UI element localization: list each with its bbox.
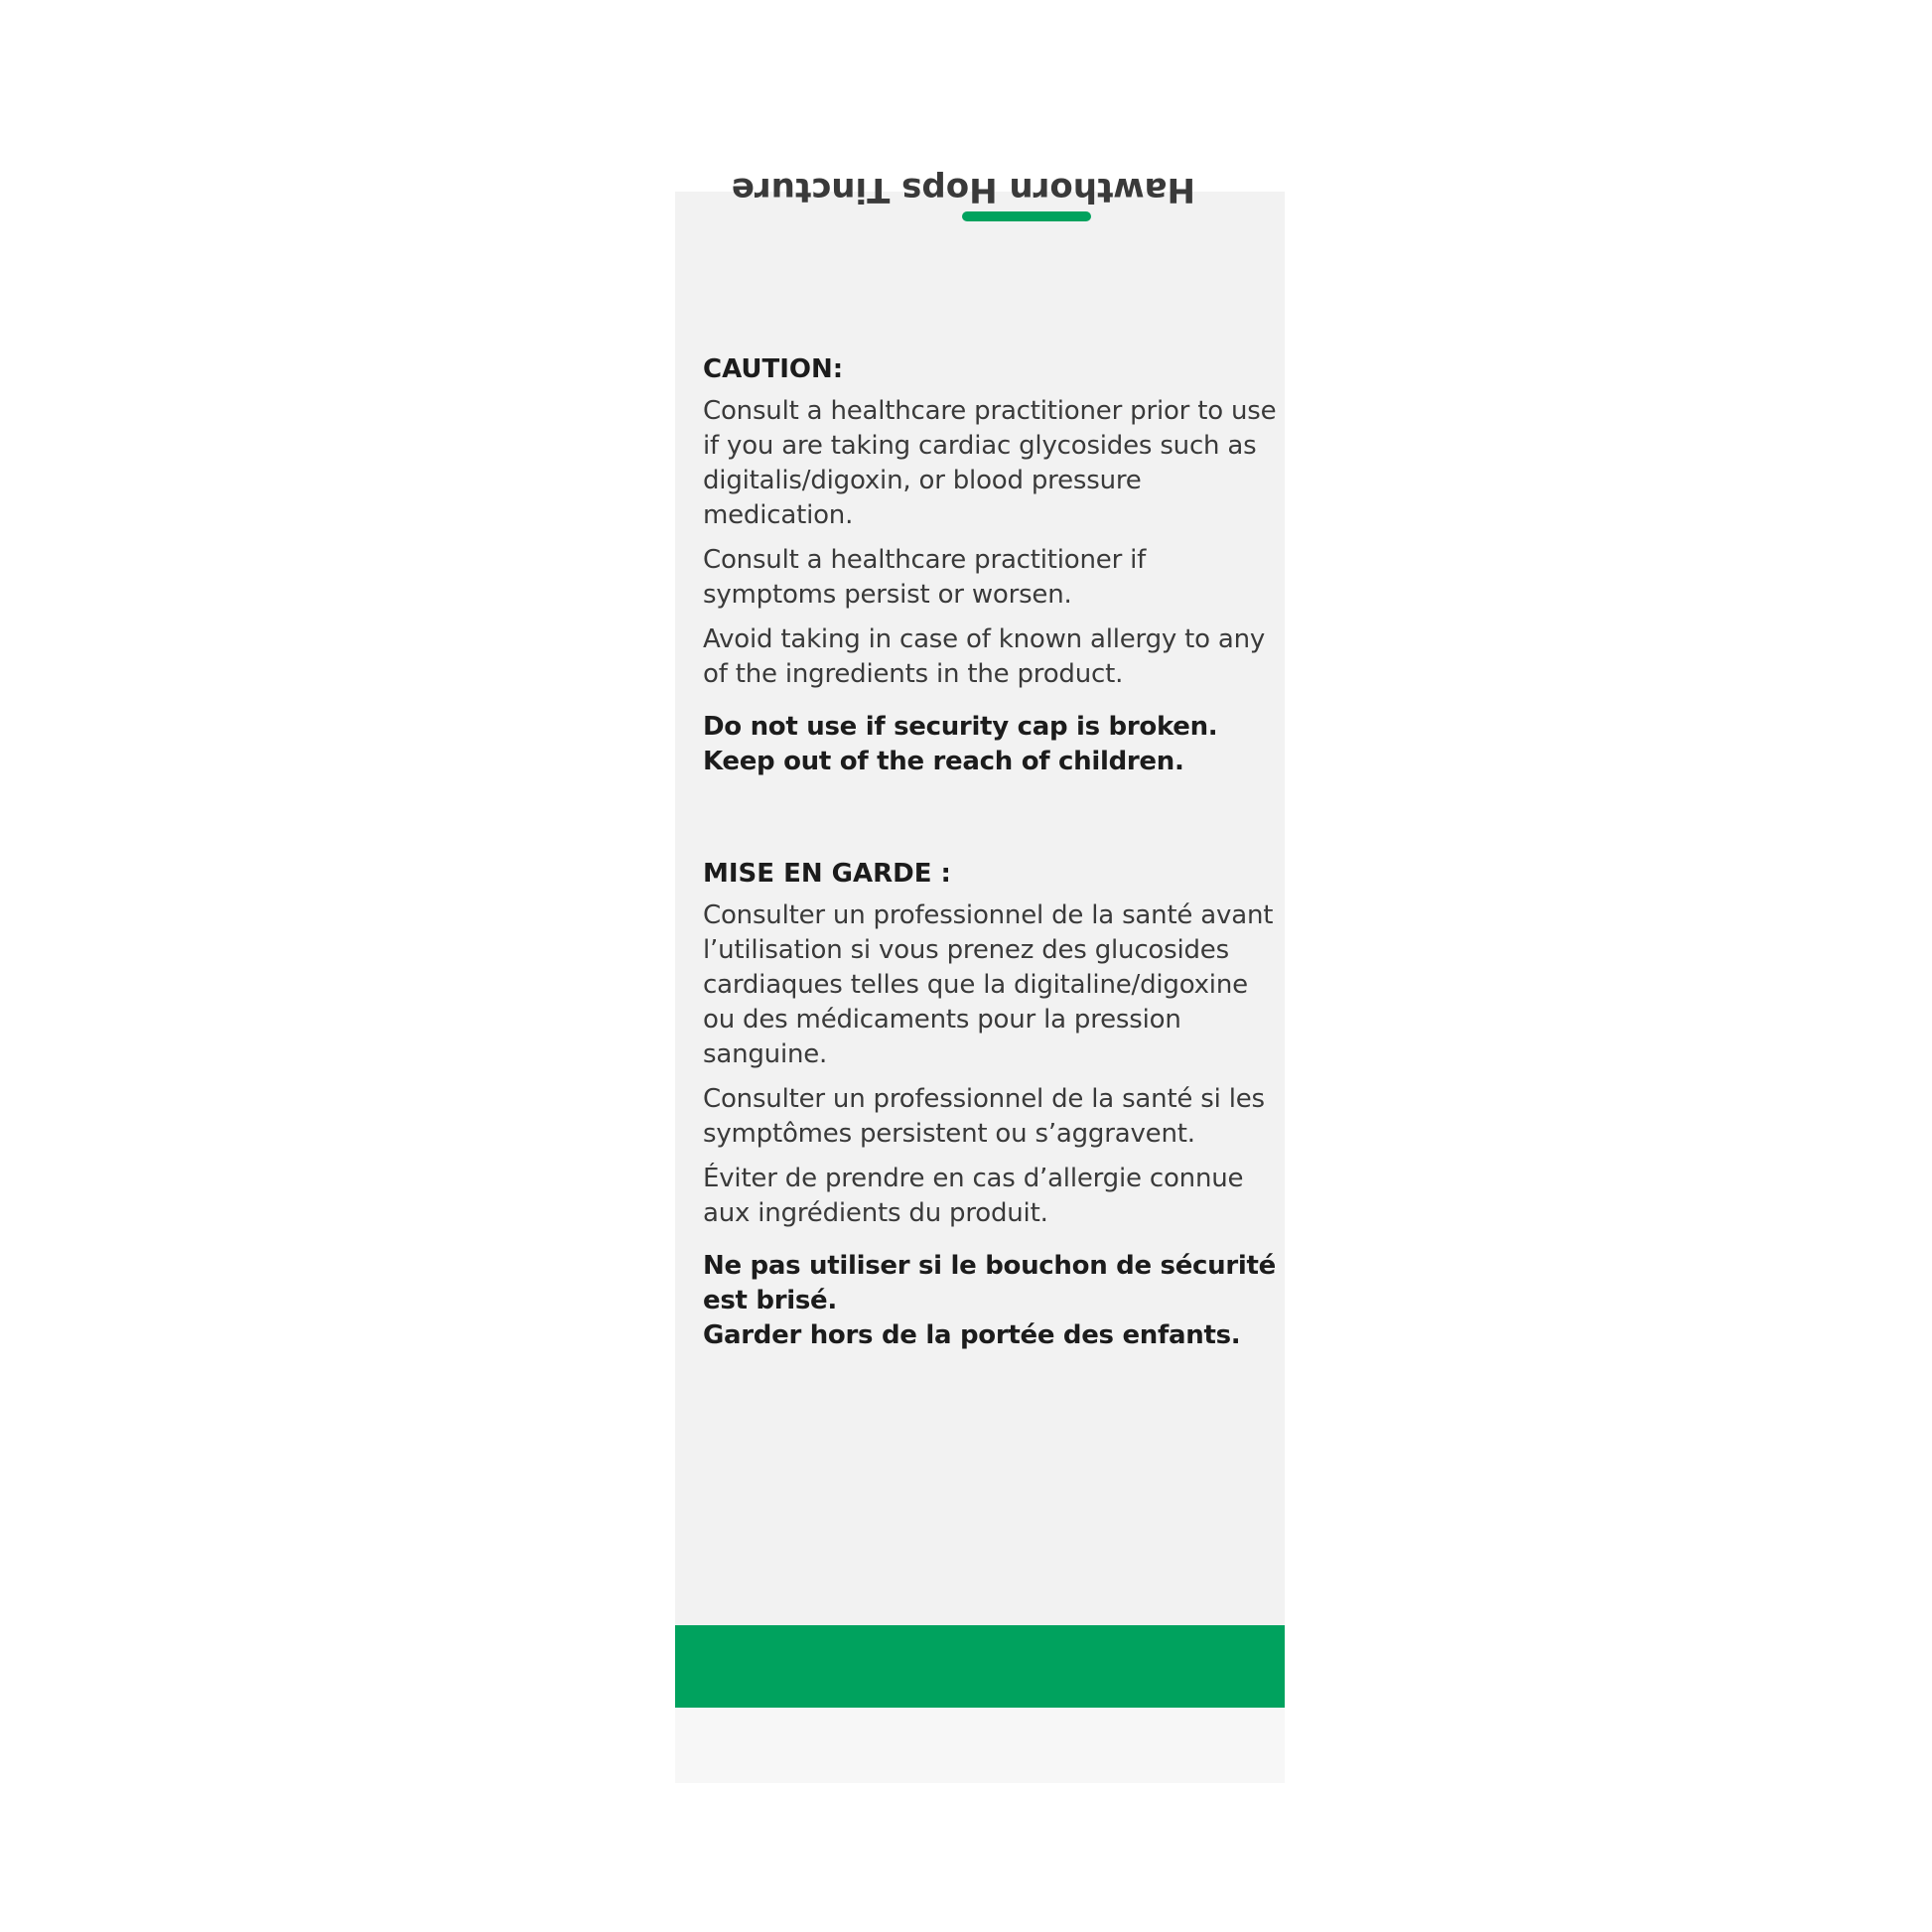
caution-paragraph-en-2: Consult a healthcare practitioner if symptoms persist or worsen. <box>703 545 1147 610</box>
warning-security-cap-fr: Ne pas utiliser si le bouchon de sécurité est brisé. <box>703 1251 1276 1315</box>
warning-block-en <box>703 710 1279 779</box>
label-content <box>703 352 1279 1353</box>
caution-paragraph-en-1: Consult a healthcare practitioner prior to use if you are taking cardiac glycosides such as digitalis/digoxin, or blood pressure medication. <box>703 396 1277 530</box>
caution-paragraph-fr-2: Consulter un professionnel de la santé si les symptômes persistent ou s’aggravent. <box>703 1084 1265 1149</box>
warning-children-en: Keep out of the reach of children. <box>703 747 1184 776</box>
warning-security-cap-en: Do not use if security cap is broken. <box>703 712 1218 742</box>
caution-heading-en: CAUTION: <box>703 354 844 384</box>
box-bottom-flap <box>675 1708 1285 1783</box>
caution-heading-fr: MISE EN GARDE : <box>703 859 951 889</box>
caution-section-english <box>703 352 1279 779</box>
warning-block-fr <box>703 1249 1279 1353</box>
top-flap-green-tag <box>962 211 1091 221</box>
caution-section-french <box>703 857 1279 1353</box>
top-flap-text: Hawthorn Hops Tincture <box>731 170 1195 209</box>
caution-paragraph-en-3: Avoid taking in case of known allergy to any of the ingredients in the product. <box>703 624 1266 689</box>
caution-paragraph-fr-1: Consulter un professionnel de la santé avant l’utilisation si vous prenez des glucosides cardiaques telles que la digitaline/digoxine ou des médicaments pour la pression sanguine. <box>703 900 1274 1069</box>
caution-paragraph-fr-3: Éviter de prendre en cas d’allergie connue aux ingrédients du produit. <box>703 1164 1244 1228</box>
green-color-band <box>675 1625 1285 1708</box>
warning-children-fr: Garder hors de la portée des enfants. <box>703 1320 1241 1350</box>
product-box-side-panel <box>675 170 1285 1783</box>
top-flap <box>731 170 1195 223</box>
